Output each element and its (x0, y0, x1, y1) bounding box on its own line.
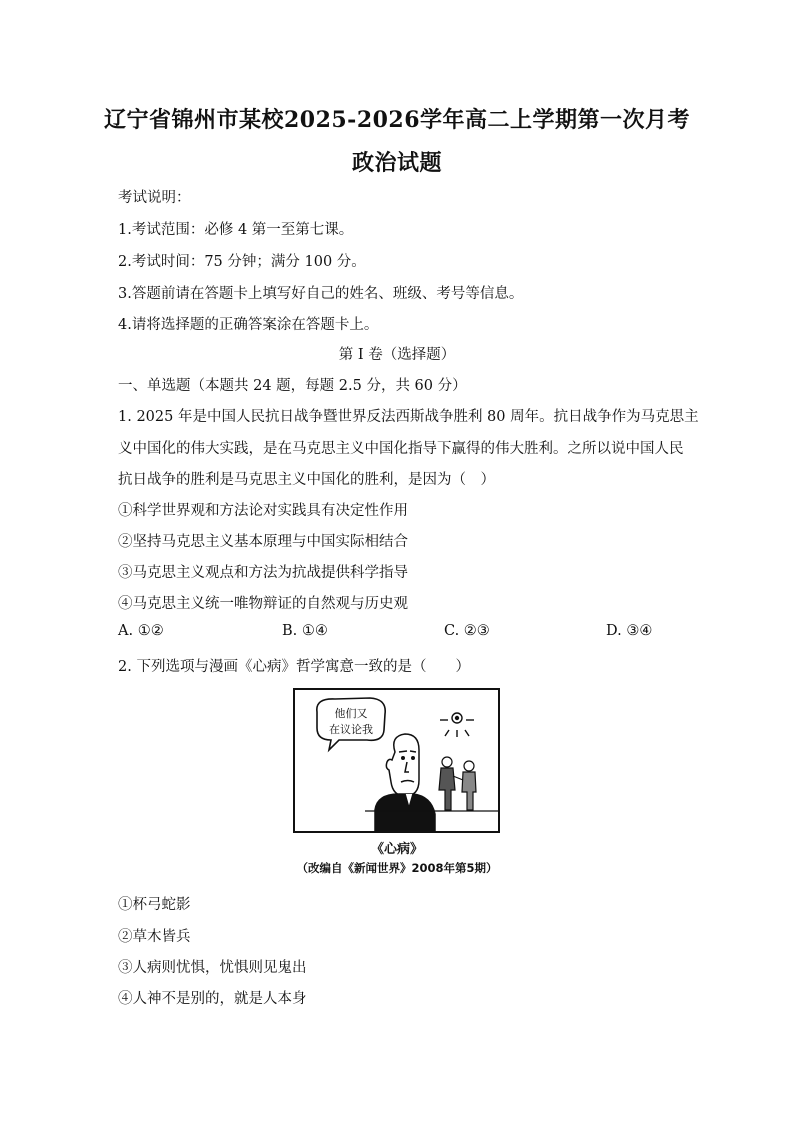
instruction-item: 2.考试时间：75 分钟；满分 100 分。 (118, 254, 366, 270)
cartoon-source: （改编自《新闻世界》2008年第5期） (296, 861, 498, 875)
q1-option-c[interactable]: C. ②③ (444, 623, 490, 639)
cartoon-caption: 《心病》 (370, 842, 423, 857)
q1-statement: ③马克思主义观点和方法为抗战提供科学指导 (118, 565, 408, 581)
volume-heading: 第 I 卷（选择题） (338, 347, 456, 363)
q2-statement: ④人神不是别的，就是人本身 (118, 991, 307, 1007)
q1-option-d[interactable]: D. ③④ (606, 623, 653, 639)
q1-statement: ②坚持马克思主义基本原理与中国实际相结合 (118, 534, 408, 550)
instruction-item: 1.考试范围：必修 4 第一至第七课。 (118, 222, 354, 238)
section-heading: 一、单选题（本题共 24 题，每题 2.5 分，共 60 分） (118, 378, 467, 394)
instructions-heading: 考试说明： (118, 190, 191, 206)
q2-stem: 2. 下列选项与漫画《心病》哲学寓意一致的是（ ） (118, 659, 470, 675)
q1-option-b[interactable]: B. ①④ (282, 623, 328, 639)
q1-statement: ①科学世界观和方法论对实践具有决定性作用 (118, 503, 408, 519)
q2-statement: ③人病则忧惧，忧惧则见鬼出 (118, 960, 307, 976)
background-figures (439, 757, 476, 810)
q1-stem-line: 1. 2025 年是中国人民抗日战争暨世界反法西斯战争胜利 80 周年。抗日战争作为马克思主 (118, 409, 699, 425)
sun-icon (440, 713, 474, 737)
q1-stem-line: 抗日战争的胜利是马克思主义中国化的胜利，是因为（ ） (118, 472, 495, 488)
q1-statement: ④马克思主义统一唯物辩证的自然观与历史观 (118, 596, 408, 612)
exam-subject: 政治试题 (351, 150, 442, 176)
exam-title: 辽宁省锦州市某校2025-2026学年高二上学期第一次月考 (103, 107, 691, 133)
instruction-item: 4.请将选择题的正确答案涂在答题卡上。 (118, 317, 379, 333)
instruction-item: 3.答题前请在答题卡上填写好自己的姓名、班级、考号等信息。 (118, 286, 524, 302)
q1-stem-line: 义中国化的伟大实践，是在马克思主义中国化指导下赢得的伟大胜利。之所以说中国人民 (118, 441, 684, 457)
q2-statement: ①杯弓蛇影 (118, 897, 191, 913)
cartoon-image (293, 688, 500, 833)
main-character (375, 734, 435, 831)
bubble-text-line1: 他们又 (334, 707, 368, 720)
q1-option-a[interactable]: A. ①② (118, 623, 164, 639)
q2-statement: ②草木皆兵 (118, 929, 191, 945)
cartoon-drawing (295, 690, 498, 831)
bubble-text-line2: 在议论我 (329, 723, 373, 736)
